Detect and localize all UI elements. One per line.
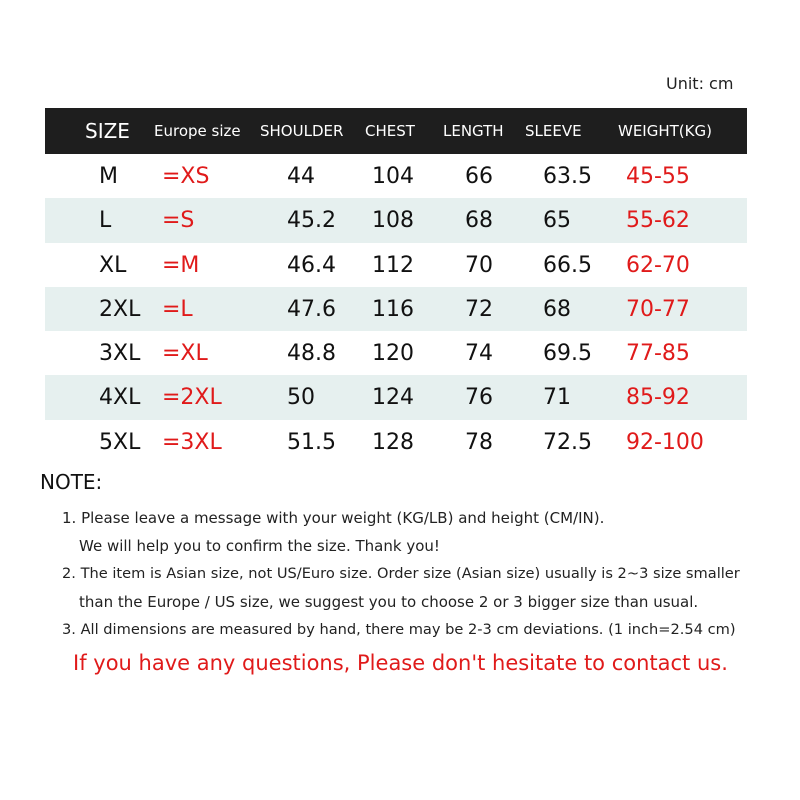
cell-chest: 120	[372, 341, 414, 367]
cell-size: M	[99, 164, 118, 189]
cell-europe-size: =3XL	[162, 429, 222, 455]
cell-weight: 45-55	[626, 164, 690, 189]
cell-size: 3XL	[99, 341, 141, 367]
table-row	[45, 243, 747, 287]
header-weight: WEIGHT(KG)	[618, 122, 712, 140]
cell-europe-size: =S	[162, 208, 195, 234]
cell-chest: 112	[372, 252, 414, 278]
cell-sleeve: 65	[543, 208, 571, 234]
cell-shoulder: 48.8	[287, 341, 336, 367]
cell-shoulder: 51.5	[287, 429, 336, 455]
size-chart-table	[45, 108, 747, 464]
cell-weight: 55-62	[626, 208, 690, 234]
contact-message: If you have any questions, Please don't hesitate to contact us.	[73, 651, 728, 675]
note-line: than the Europe / US size, we suggest you to choose 2 or 3 bigger size than usual.	[79, 593, 699, 611]
cell-shoulder: 50	[287, 385, 315, 411]
header-chest: CHEST	[365, 122, 415, 140]
cell-sleeve: 71	[543, 385, 571, 411]
cell-sleeve: 68	[543, 296, 571, 322]
note-line: 3. All dimensions are measured by hand, there may be 2-3 cm deviations. (1 inch=2.54 cm)	[62, 621, 736, 638]
cell-length: 74	[465, 341, 493, 367]
cell-sleeve: 69.5	[543, 341, 592, 367]
cell-size: 5XL	[99, 429, 141, 455]
cell-chest: 124	[372, 385, 414, 411]
cell-shoulder: 45.2	[287, 208, 336, 234]
cell-europe-size: =XL	[162, 341, 208, 367]
cell-europe-size: =XS	[162, 164, 210, 189]
cell-shoulder: 46.4	[287, 252, 336, 278]
table-row	[45, 287, 747, 331]
cell-length: 78	[465, 429, 493, 455]
header-europe-size: Europe size	[154, 122, 241, 140]
cell-europe-size: =2XL	[162, 385, 222, 411]
table-row	[45, 375, 747, 419]
cell-size: L	[99, 208, 112, 234]
cell-weight: 77-85	[626, 341, 690, 367]
cell-europe-size: =M	[162, 252, 200, 278]
note-line: We will help you to confirm the size. Thank you!	[79, 537, 440, 555]
unit-label: Unit: cm	[666, 74, 734, 93]
note-line: 1. Please leave a message with your weight (KG/LB) and height (CM/IN).	[62, 509, 605, 527]
cell-size: 2XL	[99, 296, 141, 322]
cell-weight: 85-92	[626, 385, 690, 411]
cell-chest: 128	[372, 429, 414, 455]
table-row	[45, 331, 747, 375]
table-row	[45, 154, 747, 198]
cell-chest: 116	[372, 296, 414, 322]
note-line: 2. The item is Asian size, not US/Euro size. Order size (Asian size) usually is 2~3 size smaller	[62, 565, 740, 582]
cell-length: 76	[465, 385, 493, 411]
table-row	[45, 420, 747, 464]
cell-chest: 108	[372, 208, 414, 234]
cell-sleeve: 66.5	[543, 252, 592, 278]
header-length: LENGTH	[443, 122, 504, 140]
cell-chest: 104	[372, 164, 414, 189]
cell-length: 70	[465, 252, 493, 278]
header-sleeve: SLEEVE	[525, 122, 582, 140]
cell-weight: 62-70	[626, 252, 690, 278]
cell-weight: 70-77	[626, 296, 690, 322]
cell-size: 4XL	[99, 385, 141, 411]
cell-size: XL	[99, 252, 127, 278]
table-header	[45, 108, 747, 154]
cell-length: 72	[465, 296, 493, 322]
note-title: NOTE:	[40, 470, 103, 494]
header-size: SIZE	[85, 119, 130, 143]
cell-weight: 92-100	[626, 429, 704, 455]
cell-length: 66	[465, 164, 493, 189]
cell-shoulder: 44	[287, 164, 315, 189]
table-row	[45, 198, 747, 242]
cell-length: 68	[465, 208, 493, 234]
cell-sleeve: 72.5	[543, 429, 592, 455]
cell-europe-size: =L	[162, 296, 193, 322]
cell-shoulder: 47.6	[287, 296, 336, 322]
header-shoulder: SHOULDER	[260, 122, 344, 140]
cell-sleeve: 63.5	[543, 164, 592, 189]
